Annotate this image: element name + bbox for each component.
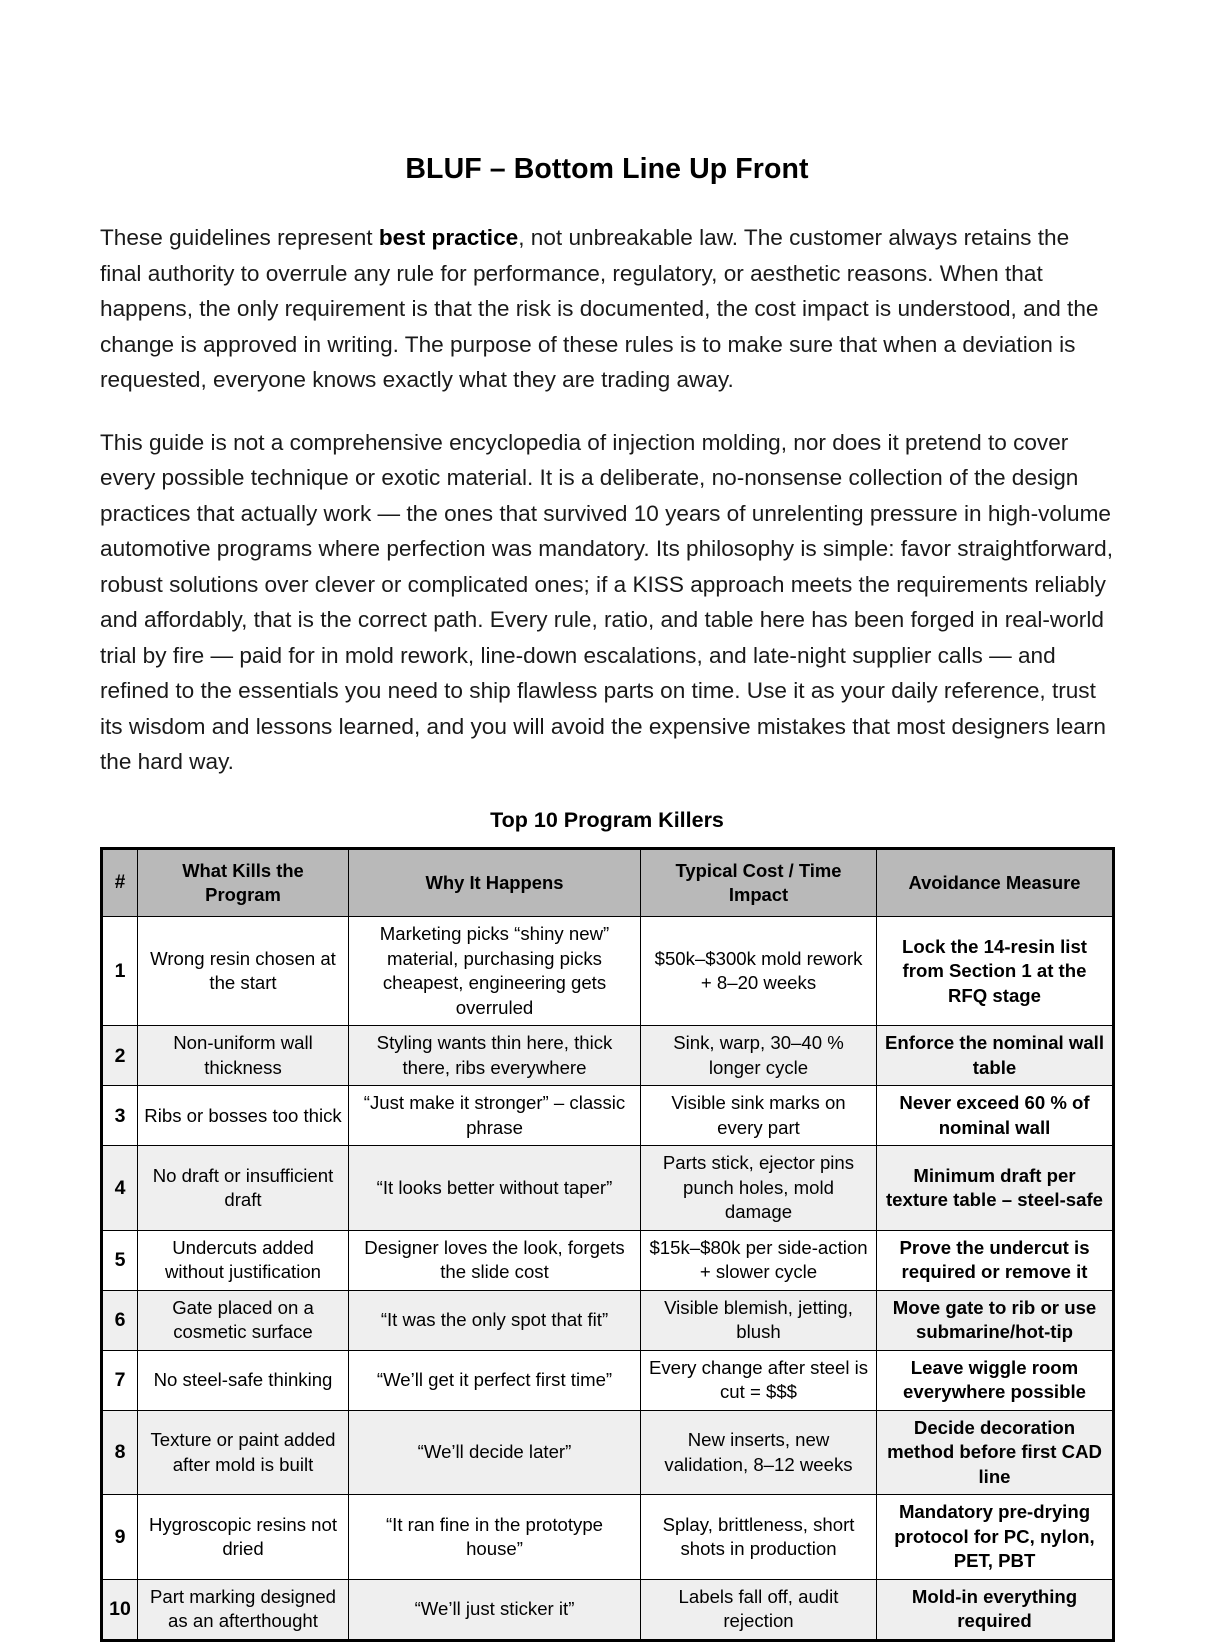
- table-row: [102, 1026, 1114, 1086]
- column-header-cost: Typical Cost / Time Impact: [641, 849, 877, 917]
- cell-cost: Splay, brittleness, short shots in production: [641, 1495, 877, 1580]
- cell-avoidance: Lock the 14-resin list from Section 1 at the RFQ stage: [877, 917, 1114, 1026]
- table-header: [102, 849, 1114, 917]
- cell-what-kills: Gate placed on a cosmetic surface: [138, 1290, 349, 1350]
- program-killers-table: [100, 847, 1115, 1642]
- cell-cost: Visible blemish, jetting, blush: [641, 1290, 877, 1350]
- column-header-why: Why It Happens: [349, 849, 641, 917]
- cell-cost: $15k–$80k per side-action + slower cycle: [641, 1230, 877, 1290]
- cell-cost: Visible sink marks on every part: [641, 1086, 877, 1146]
- cell-avoidance: Minimum draft per texture table – steel-safe: [877, 1146, 1114, 1231]
- cell-why: “It looks better without taper”: [349, 1146, 641, 1231]
- cell-what-kills: Wrong resin chosen at the start: [138, 917, 349, 1026]
- column-header-what-kills: What Kills the Program: [138, 849, 349, 917]
- table-row: [102, 917, 1114, 1026]
- table-body: [102, 917, 1114, 1641]
- cell-avoidance: Decide decoration method before first CAD line: [877, 1410, 1114, 1495]
- cell-avoidance: Mold-in everything required: [877, 1579, 1114, 1640]
- cell-why: “Just make it stronger” – classic phrase: [349, 1086, 641, 1146]
- table-caption: Top 10 Program Killers: [490, 807, 724, 832]
- cell-number: 9: [102, 1495, 138, 1580]
- cell-cost: $50k–$300k mold rework + 8–20 weeks: [641, 917, 877, 1026]
- cell-why: “We’ll just sticker it”: [349, 1579, 641, 1640]
- cell-number: 2: [102, 1026, 138, 1086]
- column-header-number: #: [102, 849, 138, 917]
- table-row: [102, 1230, 1114, 1290]
- table-row: [102, 1410, 1114, 1495]
- cell-avoidance: Leave wiggle room everywhere possible: [877, 1350, 1114, 1410]
- cell-why: Marketing picks “shiny new” material, purchasing picks cheapest, engineering gets overruled: [349, 917, 641, 1026]
- cell-why: “It was the only spot that fit”: [349, 1290, 641, 1350]
- cell-what-kills: Part marking designed as an afterthought: [138, 1579, 349, 1640]
- cell-what-kills: No steel-safe thinking: [138, 1350, 349, 1410]
- paragraph-lead-text: These guidelines represent: [100, 225, 379, 251]
- cell-why: “We’ll decide later”: [349, 1410, 641, 1495]
- cell-what-kills: Texture or paint added after mold is built: [138, 1410, 349, 1495]
- table-row: [102, 1495, 1114, 1580]
- table-row: [102, 1579, 1114, 1640]
- page-title: BLUF – Bottom Line Up Front: [405, 153, 809, 185]
- cell-number: 6: [102, 1290, 138, 1350]
- paragraph-rest-text: , not unbreakable law. The customer always retains the final authority to overrule any rule for performance, regulatory, or aesthetic reasons. When that happens, the only requirement is that the risk is documented, the cost impact is understood, and the change is approved in writing. The purpose of these rules is to make sure that when a deviation is requested, everyone knows exactly what they are trading away.: [100, 225, 1099, 393]
- cell-what-kills: Undercuts added without justification: [138, 1230, 349, 1290]
- cell-avoidance: Move gate to rib or use submarine/hot-tip: [877, 1290, 1114, 1350]
- cell-number: 7: [102, 1350, 138, 1410]
- column-header-avoidance: Avoidance Measure: [877, 849, 1114, 917]
- page-content: [100, 0, 1114, 1642]
- table-row: [102, 1290, 1114, 1350]
- cell-number: 10: [102, 1579, 138, 1640]
- cell-what-kills: Ribs or bosses too thick: [138, 1086, 349, 1146]
- cell-cost: Parts stick, ejector pins punch holes, mold damage: [641, 1146, 877, 1231]
- cell-avoidance: Never exceed 60 % of nominal wall: [877, 1086, 1114, 1146]
- cell-cost: Every change after steel is cut = $$$: [641, 1350, 877, 1410]
- table-row: [102, 1350, 1114, 1410]
- cell-avoidance: Enforce the nominal wall table: [877, 1026, 1114, 1086]
- paragraph-emphasis-text: best practice: [378, 225, 519, 251]
- cell-avoidance: Mandatory pre-drying protocol for PC, nylon, PET, PBT: [877, 1495, 1114, 1580]
- table-header-row: [102, 849, 1114, 917]
- cell-what-kills: Non-uniform wall thickness: [138, 1026, 349, 1086]
- cell-what-kills: Hygroscopic resins not dried: [138, 1495, 349, 1580]
- cell-cost: Sink, warp, 30–40 % longer cycle: [641, 1026, 877, 1086]
- table-row: [102, 1086, 1114, 1146]
- cell-cost: New inserts, new validation, 8–12 weeks: [641, 1410, 877, 1495]
- cell-why: Styling wants thin here, thick there, ribs everywhere: [349, 1026, 641, 1086]
- cell-why: “We’ll get it perfect first time”: [349, 1350, 641, 1410]
- cell-avoidance: Prove the undercut is required or remove it: [877, 1230, 1114, 1290]
- scope-paragraph: This guide is not a comprehensive encyclopedia of injection molding, nor does it pretend to cover every possible technique or exotic material. It is a deliberate, no-nonsense collection of the design practices that actually work — the ones that survived 10 years of unrelenting pressure in high-volume automotive programs where perfection was mandatory. Its philosophy is simple: favor straightforward, robust solutions over clever or complicated ones; if a KISS approach meets the requirements reliably and affordably, that is the correct path. Every rule, ratio, and table here has been forged in real-world trial by fire — paid for in mold rework, line-down escalations, and late-night supplier calls — and refined to the essentials you need to ship flawless parts on time. Use it as your daily reference, trust its wisdom and lessons learned, and you will avoid the expensive mistakes that most designers learn the hard way.: [100, 429, 1113, 775]
- cell-what-kills: No draft or insufficient draft: [138, 1146, 349, 1231]
- cell-number: 3: [102, 1086, 138, 1146]
- cell-number: 8: [102, 1410, 138, 1495]
- cell-number: 5: [102, 1230, 138, 1290]
- table-row: [102, 1146, 1114, 1231]
- cell-number: 1: [102, 917, 138, 1026]
- intro-paragraph: [100, 220, 1114, 398]
- cell-why: “It ran fine in the prototype house”: [349, 1495, 641, 1580]
- cell-number: 4: [102, 1146, 138, 1231]
- cell-cost: Labels fall off, audit rejection: [641, 1579, 877, 1640]
- cell-why: Designer loves the look, forgets the slide cost: [349, 1230, 641, 1290]
